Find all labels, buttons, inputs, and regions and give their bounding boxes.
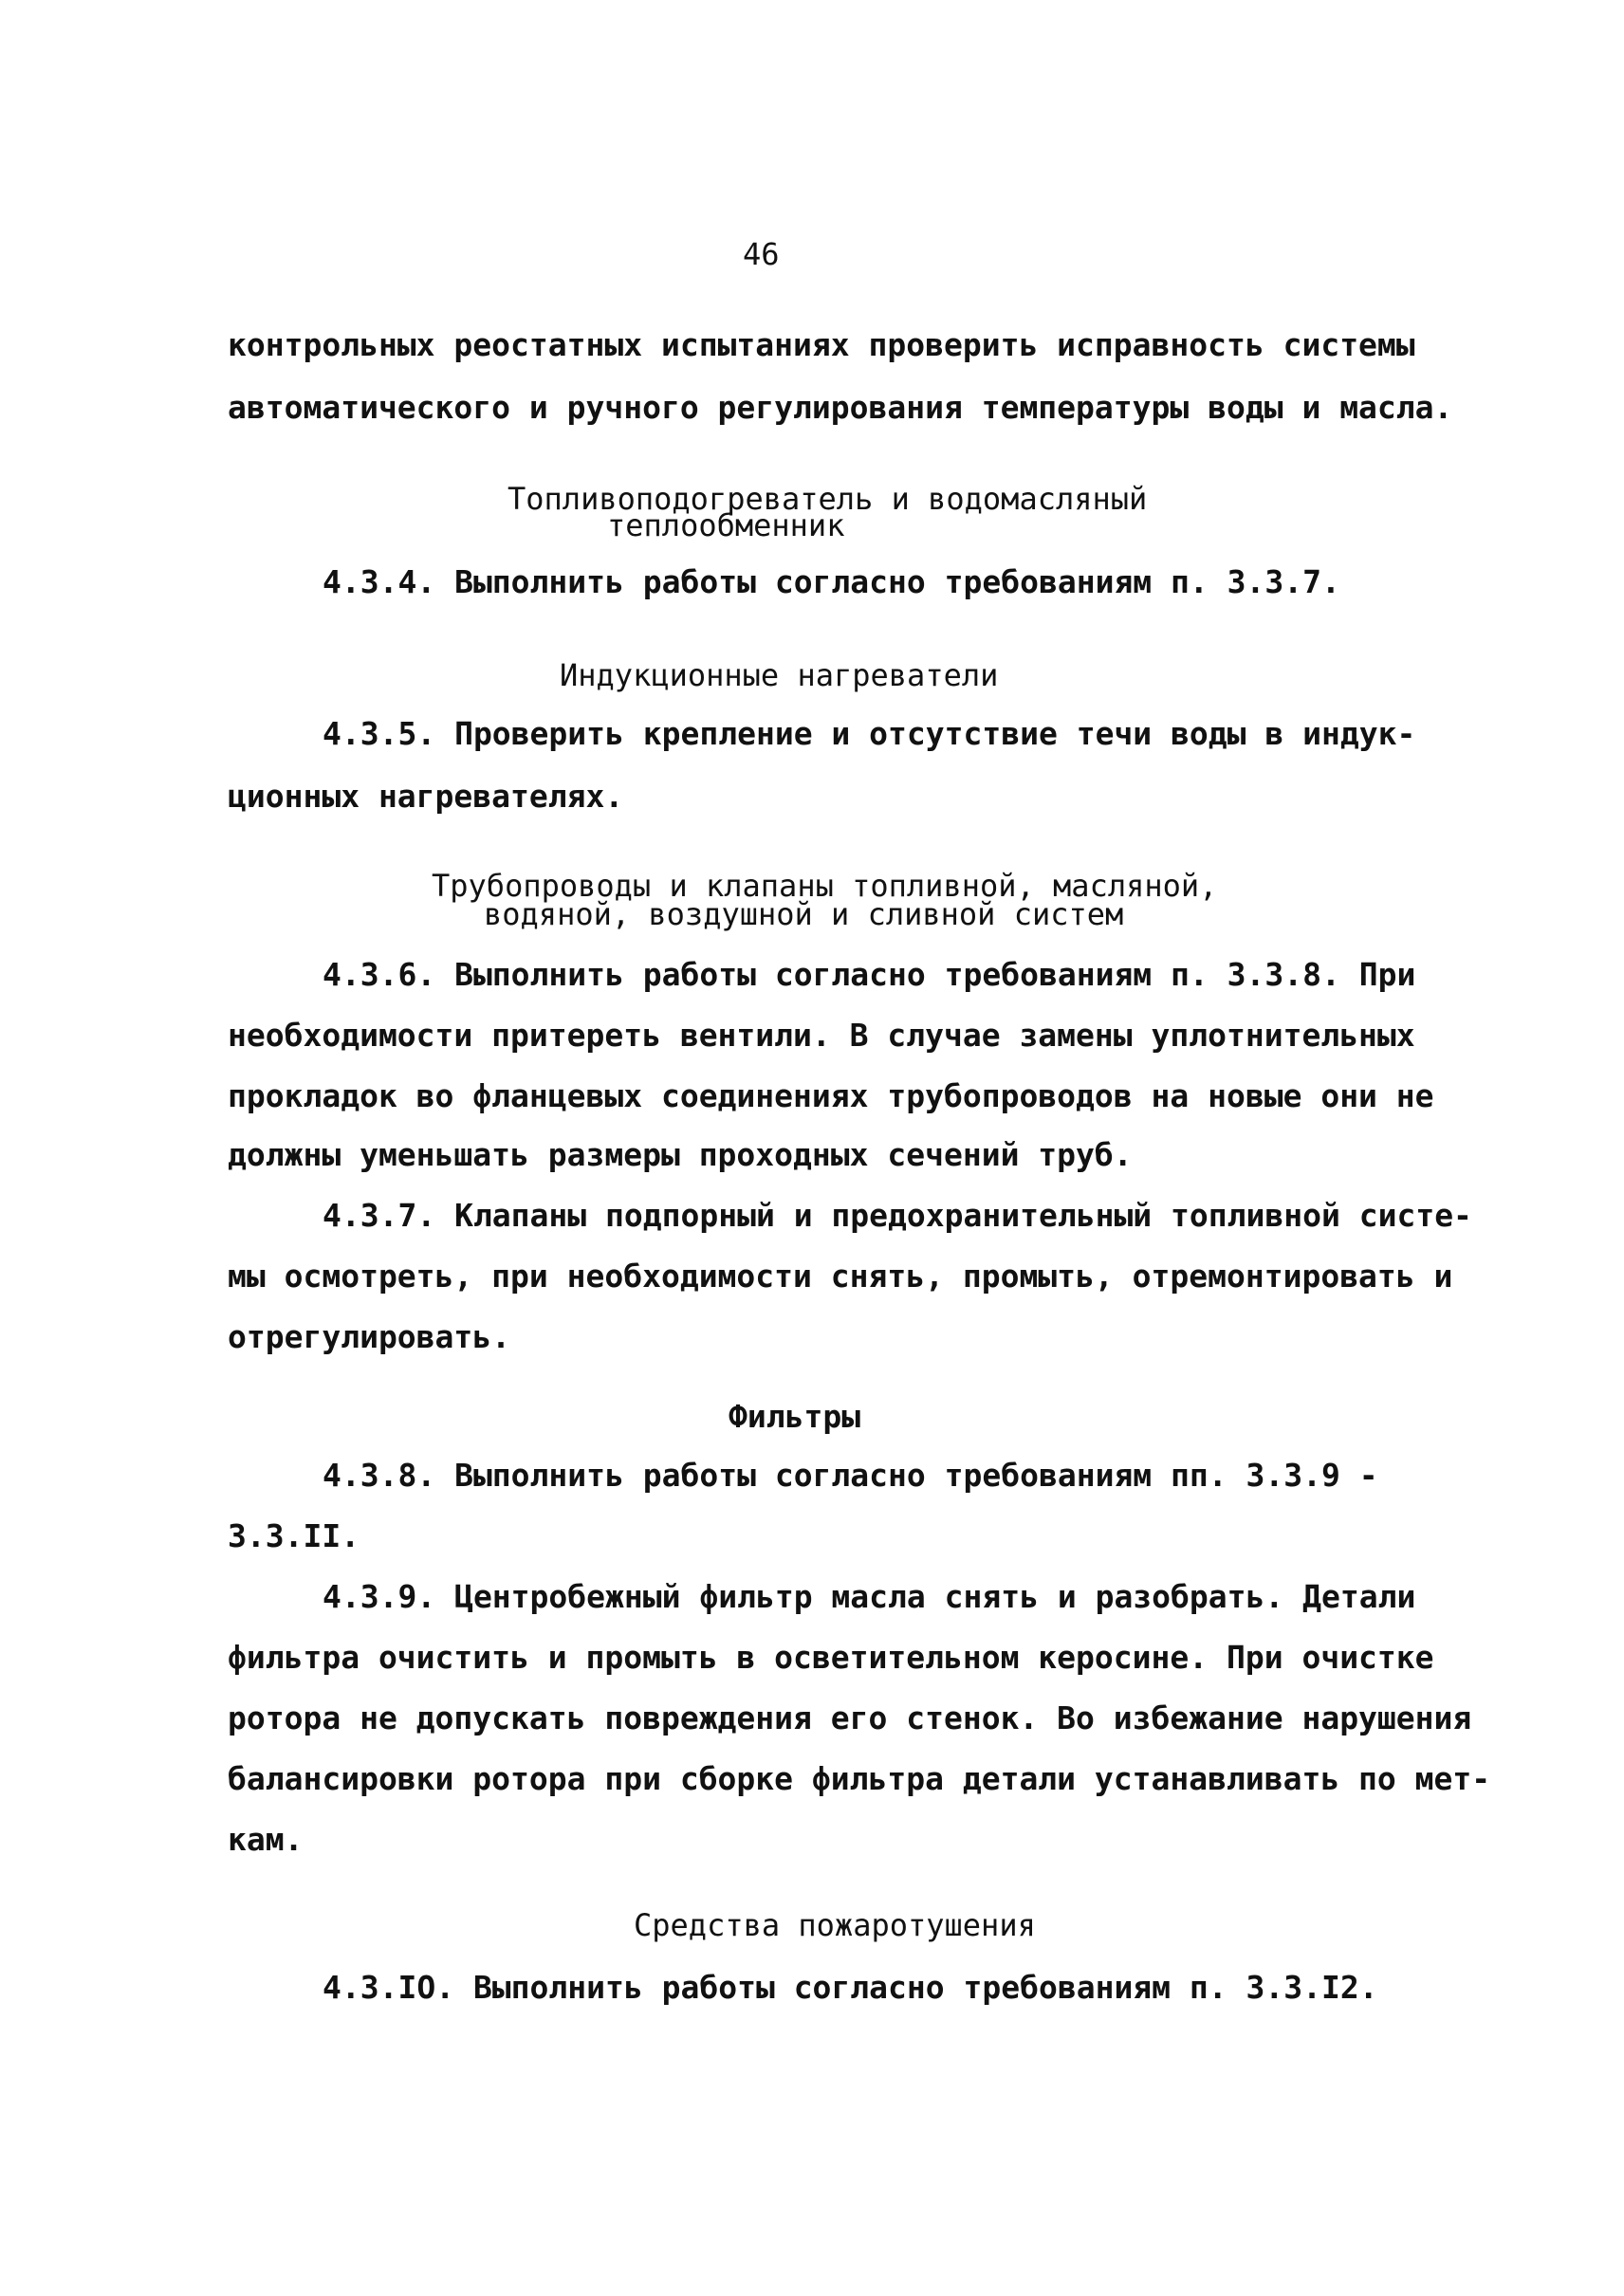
paragraph-line: 4.3.6. Выполнить работы согласно требованиям п. 3.3.8. При (323, 956, 1416, 993)
paragraph-line: мы осмотреть, при необходимости снять, промыть, отремонтировать и (228, 1258, 1453, 1295)
paragraph-line: 4.3.9. Центробежный фильтр масла снять и разобрать. Детали (323, 1578, 1416, 1615)
section-heading: Индукционные нагреватели (560, 657, 999, 693)
paragraph-line: контрольных реостатных испытаниях проверить исправность системы (228, 326, 1415, 363)
paragraph-line: фильтра очистить и промыть в осветительном керосине. При очистке (228, 1639, 1434, 1676)
paragraph-line: ционных нагревателях. (228, 778, 624, 815)
paragraph-line: автоматического и ручного регулирования температуры воды и масла. (228, 389, 1453, 426)
paragraph-line: 4.3.7. Клапаны подпорный и предохранительный топливной систе- (323, 1197, 1472, 1234)
section-heading: Трубопроводы и клапаны топливной, масляной, (432, 868, 1218, 904)
paragraph-line: балансировки ротора при сборке фильтра детали устанавливать по мет- (228, 1760, 1491, 1797)
paragraph-line: прокладок во фланцевых соединениях трубопроводов на новые они не (228, 1077, 1434, 1114)
paragraph-line: должны уменьшать размеры проходных сечений труб. (228, 1136, 1133, 1173)
paragraph-line: 4.3.IO. Выполнить работы согласно требованиям п. 3.3.I2. (323, 1969, 1378, 2006)
paragraph-line: необходимости притереть вентили. В случае замены уплотнительных (228, 1017, 1415, 1054)
paragraph-line: ротора не допускать повреждения его стенок. Во избежание нарушения (228, 1699, 1472, 1736)
section-heading: Средства пожаротушения (634, 1907, 1036, 1943)
paragraph-line: 4.3.5. Проверить крепление и отсутствие течи воды в индук- (323, 715, 1416, 752)
paragraph-line: 4.3.8. Выполнить работы согласно требованиям пп. 3.3.9 - (323, 1457, 1378, 1494)
page-number: 46 (743, 236, 780, 272)
paragraph-line: отрегулировать. (228, 1318, 511, 1355)
paragraph-line: 4.3.4. Выполнить работы согласно требованиям п. 3.3.7. (323, 563, 1340, 600)
section-heading: Топливоподогреватель и водомасляный (508, 481, 1148, 517)
section-heading: теплообменник (607, 507, 845, 543)
paragraph-line: кам. (228, 1821, 304, 1858)
section-heading: Фильтры (729, 1398, 861, 1435)
paragraph-line: 3.3.II. (228, 1517, 360, 1554)
section-heading: водяной, воздушной и сливной систем (484, 896, 1124, 932)
